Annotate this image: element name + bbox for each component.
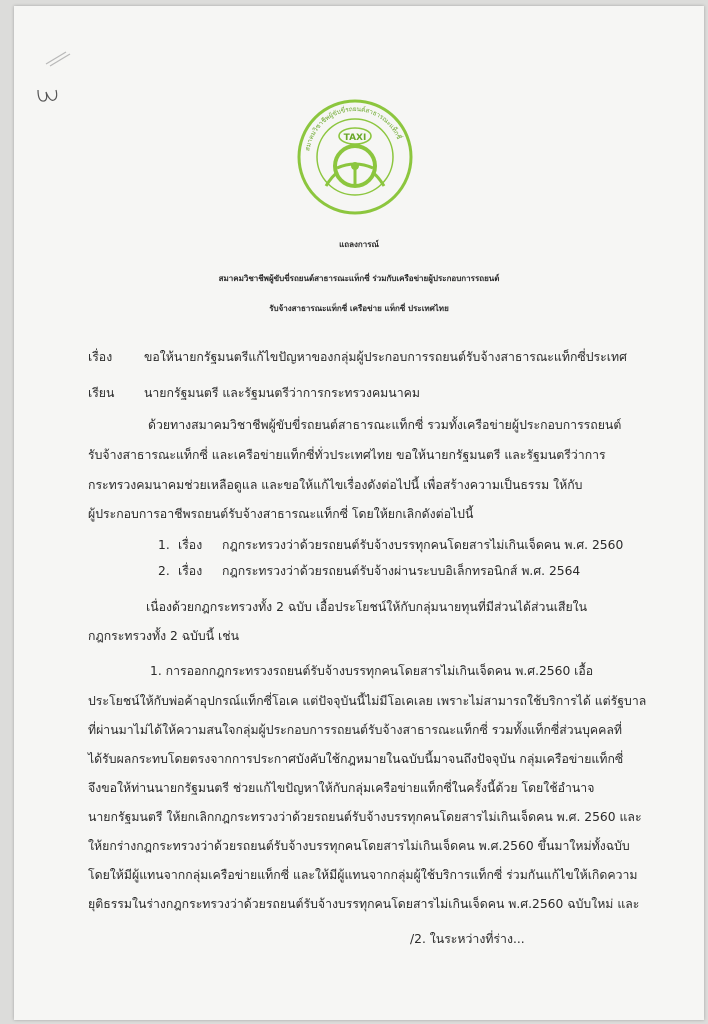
regulation-item: [158, 562, 580, 581]
paragraph-line: ประโยชน์ให้กับพ่อค้าอุปกรณ์แท็กซี่โอเค แต่ปัจจุบันนี้ไม่มีโอเคเลย เพราะไม่สามารถใช้บริการได้ แต่รัฐบาล: [88, 694, 647, 708]
regulation-number: 2.: [158, 564, 170, 578]
regulation-text: กฎกระทรวงว่าด้วยรถยนต์รับจ้างผ่านระบบอิเล็กทรอนิกส์ พ.ศ. 2564: [222, 564, 581, 578]
regulation-text: กฎกระทรวงว่าด้วยรถยนต์รับจ้างบรรทุกคนโดยสารไม่เกินเจ็ดคน พ.ศ. 2560: [222, 538, 624, 552]
recipient-row: [88, 384, 420, 403]
logo-ring-text: สมาคมวิชาชีพผู้ขับขี่รถยนต์สาธารณะแท็กซี่: [303, 104, 404, 152]
intro-line: ผู้ประกอบการอาชีพรถยนต์รับจ้างสาธารณะแท็กซี่ โดยให้ยกเลิกดังต่อไปนี้: [88, 507, 474, 521]
subject-row: [88, 348, 627, 367]
subject-label: เรื่อง: [88, 350, 113, 364]
paragraph-line: โดยให้มีผู้แทนจากกลุ่มเครือข่ายแท็กซี่ และให้มีผู้แทนจากกลุ่มผู้ใช้บริการแท็กซี่ ร่วมกันแก้ไขให้เกิดความ: [88, 868, 638, 882]
heading-line-1: สมาคมวิชาชีพผู้ขับขี่รถยนต์สาธารณะแท็กซี่ ร่วมกับเครือข่ายผู้ประกอบการรถยนต์: [218, 274, 500, 283]
document-title: แถลงการณ์: [339, 240, 379, 249]
paragraph-line: กฎกระทรวงทั้ง 2 ฉบับนี้ เช่น: [88, 629, 239, 643]
paragraph-line: เนื่องด้วยกฎกระทรวงทั้ง 2 ฉบับ เอื้อประโยชน์ให้กับกลุ่มนายทุนที่มีส่วนได้ส่วนเสียใน: [146, 600, 588, 614]
paragraph-line: ยุติธรรมในร่างกฎกระทรวงว่าด้วยรถยนต์รับจ้างบรรทุกคนโดยสารไม่เกินเจ็ดคน พ.ศ.2560 ฉบับใหม่ และ: [88, 897, 640, 911]
heading-line-2: รับจ้างสาธารณะแท็กซี่ เครือข่าย แท็กซี่ ประเทศไทย: [269, 304, 449, 313]
pen-mark: [44, 46, 80, 68]
intro-line: กระทรวงคมนาคมช่วยเหลือดูแล และขอให้แก้ไขเรื่องดังต่อไปนี้ เพื่อสร้างความเป็นธรรม ให้กับ: [88, 478, 583, 492]
recipient-text: นายกรัฐมนตรี และรัฐมนตรีว่าการกระทรวงคมนาคม: [144, 386, 420, 400]
intro-line: ด้วยทางสมาคมวิชาชีพผู้ขับขี่รถยนต์สาธารณะแท็กซี่ รวมทั้งเครือข่ายผู้ประกอบการรถยนต์: [148, 418, 622, 432]
subject-text: ขอให้นายกรัฐมนตรีแก้ไขปัญหาของกลุ่มผู้ประกอบการรถยนต์รับจ้างสาธารณะแท็กซี่ประเทศ: [144, 350, 627, 364]
regulation-label: เรื่อง: [178, 564, 203, 578]
recipient-label: เรียน: [88, 386, 115, 400]
continuation-note: /2. ในระหว่างที่ร่าง...: [410, 932, 525, 946]
paragraph-line: ได้รับผลกระทบโดยตรงจากการประกาศบังคับใช้กฎหมายในฉบับนี้มาจนถึงปัจจุบัน กลุ่มเครือข่ายแท็กซี่: [88, 752, 624, 766]
document-page: [14, 6, 704, 1020]
paragraph-line: จึงขอให้ท่านนายกรัฐมนตรี ช่วยแก้ไขปัญหาให้กับกลุ่มเครือข่ายแท็กซี่ในครั้งนี้ด้วย โดยใช้อำนาจ: [88, 781, 595, 795]
paragraph-line: ที่ผ่านมาไม่ได้ให้ความสนใจกลุ่มผู้ประกอบการรถยนต์รับจ้างสาธารณะแท็กซี่ รวมทั้งแท็กซี่ส่วนบุคคลที่: [88, 723, 622, 737]
regulation-label: เรื่อง: [178, 538, 203, 552]
association-logo: [296, 98, 414, 216]
regulation-number: 1.: [158, 538, 170, 552]
logo-center-text: TAXI: [343, 133, 367, 143]
regulation-item: [158, 536, 623, 555]
paragraph-line: ให้ยกร่างกฎกระทรวงว่าด้วยรถยนต์รับจ้างบรรทุกคนโดยสารไม่เกินเจ็ดคน พ.ศ.2560 ขึ้นมาใหม่ทั้งฉบับ: [88, 839, 630, 853]
intro-line: รับจ้างสาธารณะแท็กซี่ และเครือข่ายแท็กซี่ทั่วประเทศไทย ขอให้นายกรัฐมนตรี และรัฐมนตรีว่าการ: [88, 448, 606, 462]
paragraph-line: 1. การออกกฎกระทรวงรถยนต์รับจ้างบรรทุกคนโดยสารไม่เกินเจ็ดคน พ.ศ.2560 เอื้อ: [150, 664, 594, 678]
paragraph-line: นายกรัฐมนตรี ให้ยกเลิกกฎกระทรวงว่าด้วยรถยนต์รับจ้างบรรทุกคนโดยสารไม่เกินเจ็ดคน พ.ศ. 2560 และ: [88, 810, 642, 824]
handwritten-note: [36, 86, 62, 110]
